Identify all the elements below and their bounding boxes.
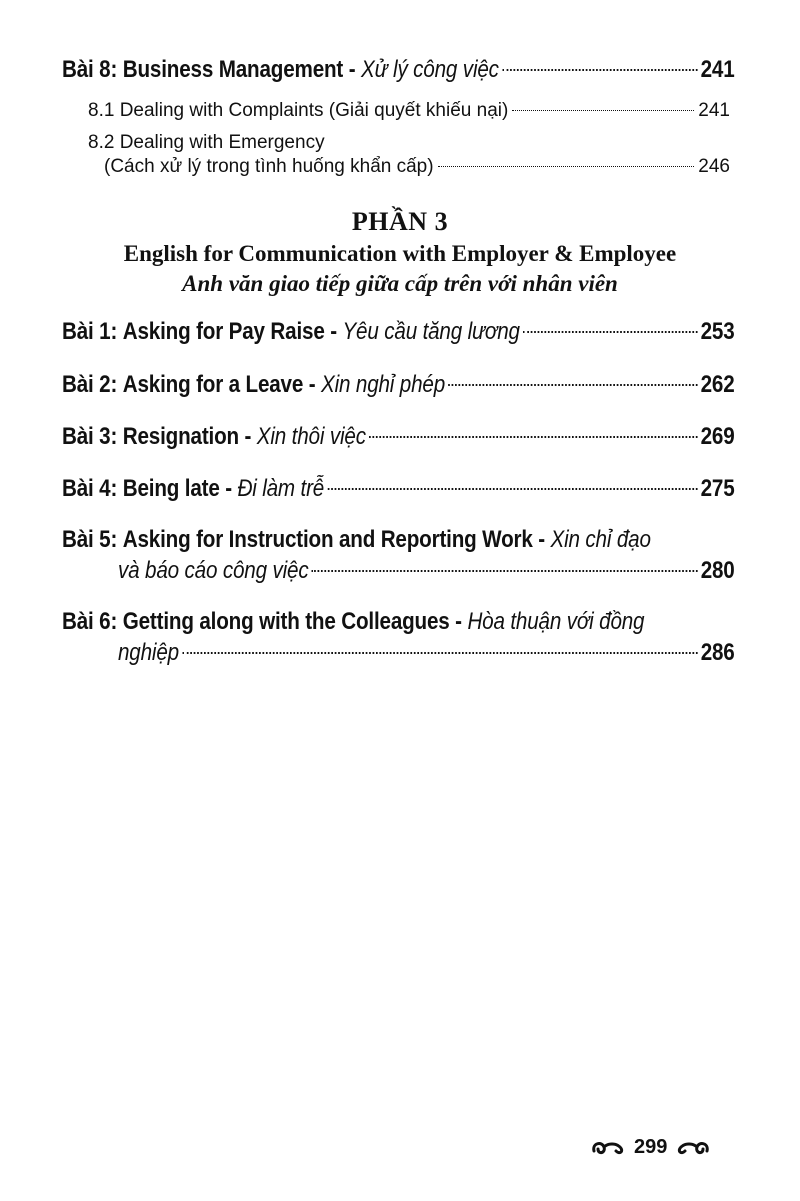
toc-entry-lesson-1 bbox=[62, 318, 735, 346]
toc-entry-lesson-5-line2 bbox=[118, 557, 735, 585]
dot-leader bbox=[369, 436, 697, 438]
page-number: 280 bbox=[700, 557, 735, 584]
page-number: 241 bbox=[700, 56, 735, 83]
title-separator: - bbox=[244, 423, 252, 450]
title-separator: - bbox=[330, 318, 337, 345]
lesson-title-vi-continued: và báo cáo công việc bbox=[118, 557, 309, 584]
page-number: 269 bbox=[700, 423, 735, 450]
title-separator: - bbox=[348, 56, 356, 83]
subentry-label: 8.1 Dealing with Complaints (Giải quyết khiếu nại) bbox=[88, 100, 509, 121]
lesson-title-en: Being late bbox=[122, 475, 220, 502]
lesson-title-vi: Hòa thuận với đồng bbox=[467, 608, 645, 635]
lesson-title-en: Business Management bbox=[122, 56, 344, 83]
part-english-title: English for Communication with Employer & Employee bbox=[123, 241, 677, 266]
lesson-title-vi: Yêu cầu tăng lương bbox=[342, 318, 520, 345]
toc-subentry-8-2-line2 bbox=[104, 156, 730, 178]
dot-leader bbox=[182, 652, 697, 654]
page-number: 241 bbox=[698, 100, 730, 121]
dot-leader bbox=[328, 488, 698, 490]
dot-leader bbox=[502, 69, 697, 71]
toc-subentry-8-2-line1 bbox=[88, 132, 325, 154]
part-vietnamese-title: Anh văn giao tiếp giữa cấp trên với nhân viên bbox=[182, 271, 618, 296]
toc-entry-lesson-2 bbox=[62, 371, 735, 399]
toc-entry-lesson-8 bbox=[62, 56, 735, 84]
footer-page-number: 299 bbox=[634, 1136, 668, 1158]
lesson-title-en: Asking for Instruction and Reporting Work bbox=[122, 526, 533, 553]
subentry-label: (Cách xử lý trong tình huống khẩn cấp) bbox=[104, 156, 434, 177]
dot-leader bbox=[523, 331, 697, 333]
part-title: PHẦN 3 bbox=[351, 207, 449, 236]
title-separator: - bbox=[308, 371, 316, 398]
lesson-prefix: Bài 3: bbox=[62, 423, 118, 450]
page-number: 262 bbox=[700, 371, 735, 398]
page-number: 275 bbox=[700, 475, 735, 502]
title-separator: - bbox=[455, 608, 462, 635]
lesson-prefix: Bài 6: bbox=[62, 608, 118, 635]
toc-entry-lesson-4 bbox=[62, 475, 735, 503]
dot-leader bbox=[438, 166, 695, 167]
subentry-label: 8.2 Dealing with Emergency bbox=[88, 132, 325, 153]
lesson-title-vi: Xử lý công việc bbox=[360, 56, 499, 83]
lesson-title-vi: Xin nghỉ phép bbox=[321, 371, 446, 398]
lesson-title-en: Getting along with the Colleagues bbox=[122, 608, 450, 635]
lesson-title-en: Asking for a Leave bbox=[122, 371, 304, 398]
lesson-title-en: Resignation bbox=[122, 423, 239, 450]
lesson-title-vi: Đi làm trễ bbox=[237, 475, 325, 502]
lesson-prefix: Bài 8: bbox=[62, 56, 118, 83]
toc-entry-lesson-3 bbox=[62, 423, 735, 451]
lesson-title-en: Asking for Pay Raise bbox=[122, 318, 325, 345]
title-separator: - bbox=[538, 526, 545, 553]
lesson-prefix: Bài 4: bbox=[62, 475, 118, 502]
dot-leader bbox=[512, 110, 694, 111]
lesson-title-vi: Xin chỉ đạo bbox=[550, 526, 651, 553]
lesson-title-vi-continued: nghiệp bbox=[118, 639, 179, 666]
page-footer bbox=[590, 1136, 740, 1159]
toc-subentry-8-1 bbox=[88, 100, 730, 122]
lesson-title-vi: Xin thôi việc bbox=[256, 423, 366, 450]
lesson-prefix: Bài 5: bbox=[62, 526, 118, 553]
toc-entry-lesson-5-line1 bbox=[62, 526, 651, 554]
page-number: 253 bbox=[700, 318, 735, 345]
page-number: 286 bbox=[700, 639, 735, 666]
dot-leader bbox=[448, 384, 697, 386]
dot-leader bbox=[312, 570, 697, 572]
lesson-prefix: Bài 1: bbox=[62, 318, 118, 345]
title-separator: - bbox=[225, 475, 232, 502]
page-number: 246 bbox=[698, 156, 730, 177]
toc-entry-lesson-6-line2 bbox=[118, 639, 735, 667]
toc-entry-lesson-6-line1 bbox=[62, 608, 644, 636]
scroll-ornament-right-icon bbox=[673, 1137, 711, 1159]
scroll-ornament-left-icon bbox=[590, 1137, 628, 1159]
lesson-prefix: Bài 2: bbox=[62, 371, 118, 398]
